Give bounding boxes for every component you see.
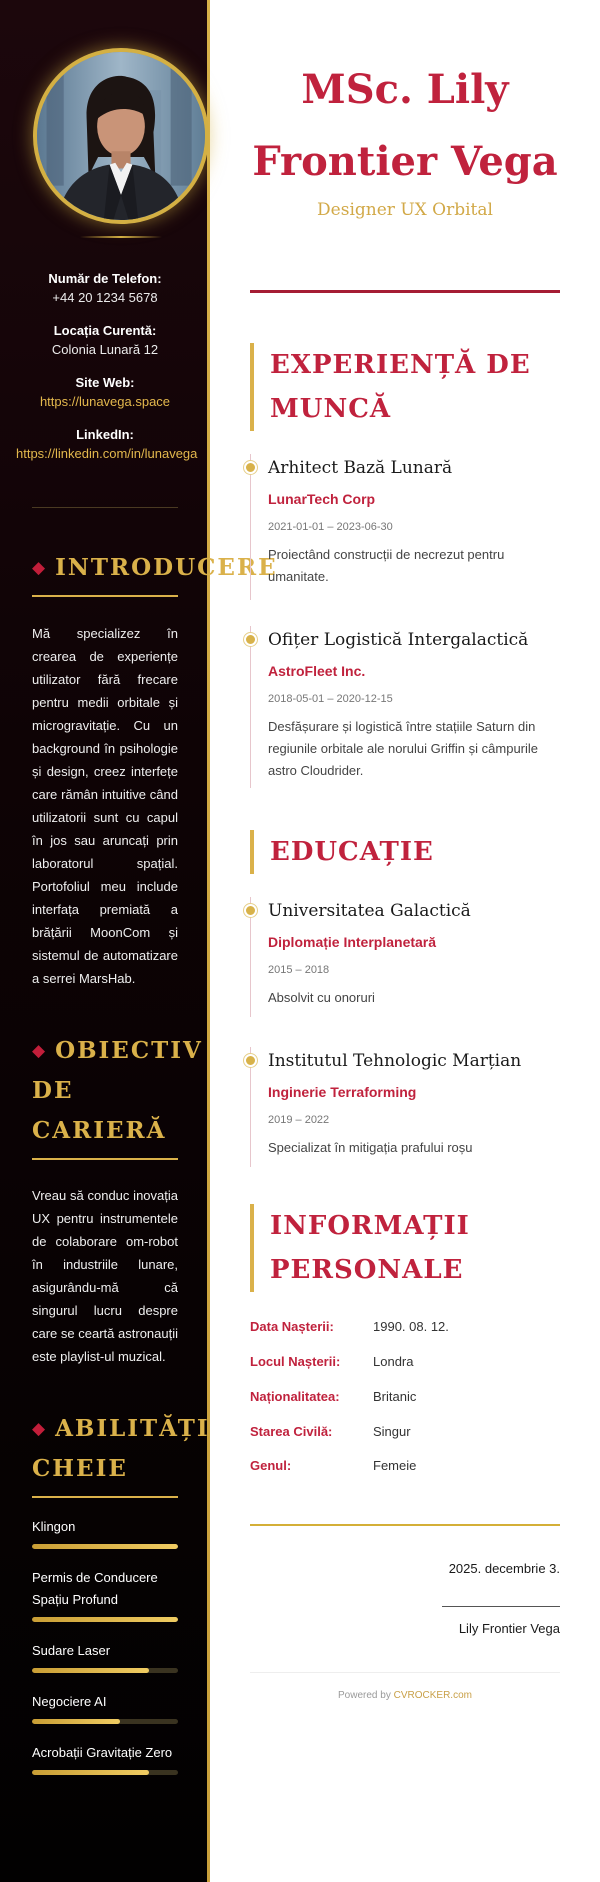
objective-heading-text: OBIECTIV DE CARIERĂ — [32, 1037, 203, 1144]
info-value: Londra — [373, 1354, 414, 1369]
degree-name: Inginerie Terraforming — [268, 1084, 417, 1100]
experience-entry — [250, 454, 560, 600]
header-rule — [250, 290, 560, 293]
sidebar-divider — [32, 507, 178, 508]
skill-name: Acrobații Gravitație Zero — [32, 1745, 173, 1760]
skills-list — [32, 1516, 178, 1793]
timeline-dot-icon — [244, 1054, 257, 1067]
timeline-dot-icon — [244, 461, 257, 474]
skill-bar — [32, 1668, 178, 1673]
skill-bar — [32, 1544, 178, 1549]
study-dates: 2019 – 2022 — [268, 1114, 330, 1126]
school-name: Universitatea Galactică — [268, 901, 471, 921]
linkedin-label: LinkedIn: — [76, 427, 134, 442]
job-title: Designer UX Orbital — [317, 200, 493, 220]
linkedin-link[interactable]: https://linkedin.com/in/lunavega — [16, 446, 198, 461]
info-value: Femeie — [373, 1458, 417, 1473]
diamond-icon: ◆ — [32, 1419, 48, 1439]
location-label: Locația Curentă: — [53, 323, 157, 338]
phone-label: Număr de Telefon: — [48, 271, 162, 286]
job-dates: 2021-01-01 – 2023-06-30 — [268, 521, 393, 533]
intro-text: Mă specializez în crearea de experiențe utilizator fără frecare pentru medii orbitale și microgravitație. Cu un background în psihologie și design, creez interfețe care rămân intuitive când utilizatorii sunt cu capul în jos sau aruncați prin laboratorul spațial. Portofoliul meu include interfața premiată a brățării MoonCom și sistemul de automatizare a serrei MarsHab. — [32, 626, 178, 986]
info-label: Genul: — [250, 1458, 292, 1473]
website-link[interactable]: https://lunavega.space — [39, 394, 171, 409]
diamond-icon: ◆ — [32, 1041, 48, 1061]
skill-bar-fill — [32, 1719, 120, 1724]
job-role: Arhitect Bază Lunară — [268, 458, 453, 478]
skill-item — [32, 1516, 178, 1549]
intro-heading — [32, 548, 278, 588]
info-label: Naționalitatea: — [250, 1389, 340, 1404]
education-entry — [250, 1047, 560, 1167]
study-note: Absolvit cu onoruri — [268, 990, 375, 1005]
footer-brand-link[interactable]: CVROCKER.com — [393, 1690, 472, 1701]
contact-website — [32, 374, 178, 412]
skills-heading-rule — [32, 1496, 178, 1498]
job-description: Desfășurare și logistică între stațiile Saturn din regiunile orbitale ale norului Griffin și câmpurile astro Cloudrider. — [268, 719, 539, 778]
info-value: Britanic — [373, 1389, 417, 1404]
footer — [250, 1690, 560, 1701]
footer-rule — [250, 1672, 560, 1673]
diamond-icon: ◆ — [32, 558, 48, 578]
signature-name: Lily Frontier Vega — [458, 1621, 560, 1636]
info-label: Locul Nașterii: — [250, 1354, 341, 1369]
skill-bar — [32, 1770, 178, 1775]
footer-prefix: Powered by — [338, 1690, 394, 1701]
skill-name: Klingon — [32, 1519, 76, 1534]
contact-block — [16, 270, 198, 478]
skill-bar-fill — [32, 1770, 149, 1775]
website-label: Site Web: — [75, 375, 135, 390]
intro-heading-text: INTRODUCERE — [55, 554, 278, 581]
signature-rule — [250, 1524, 560, 1526]
skill-bar — [32, 1719, 178, 1724]
degree-name: Diplomație Interplanetară — [268, 934, 437, 950]
skill-bar-fill — [32, 1544, 178, 1549]
profile-photo — [33, 48, 209, 224]
info-value: Singur — [373, 1424, 411, 1439]
skills-heading-text: ABILITĂȚI CHEIE — [32, 1415, 210, 1482]
intro-heading-rule — [32, 595, 178, 597]
phone-value: +44 20 1234 5678 — [52, 290, 158, 305]
education-entry — [250, 897, 560, 1017]
company-name: LunarTech Corp — [268, 491, 376, 507]
skill-name: Permis de Conducere Spațiu Profund — [32, 1570, 158, 1607]
info-value: 1990. 08. 12. — [373, 1319, 449, 1334]
experience-entry — [250, 626, 560, 788]
job-role: Ofițer Logistică Intergalactică — [268, 630, 529, 650]
location-value: Colonia Lunară 12 — [51, 342, 159, 357]
skill-name: Sudare Laser — [32, 1643, 111, 1658]
contact-phone — [32, 270, 178, 308]
skill-item — [32, 1640, 178, 1673]
skills-heading — [32, 1409, 210, 1489]
study-note: Specializat în mitigația prafului roșu — [268, 1140, 473, 1155]
school-name: Institutul Tehnologic Marțian — [268, 1051, 522, 1071]
objective-text: Vreau să conduc inovația UX pentru instrumentele de colaborare om-robot în industriile lunare, asigurându-mă că singurul lucru despre care se ceartă astronauții este playlist-ul muzical. — [32, 1188, 178, 1364]
study-dates: 2015 – 2018 — [268, 964, 330, 976]
info-label: Starea Civilă: — [250, 1424, 333, 1439]
skill-item — [32, 1691, 178, 1724]
timeline-dot-icon — [244, 633, 257, 646]
skill-bar-fill — [32, 1668, 149, 1673]
timeline-dot-icon — [244, 904, 257, 917]
skill-bar — [32, 1617, 178, 1622]
contact-location — [32, 322, 178, 360]
profile-photo-illustration — [37, 52, 205, 220]
info-label: Data Nașterii: — [250, 1319, 334, 1334]
company-name: AstroFleet Inc. — [268, 663, 366, 679]
objective-heading — [32, 1031, 203, 1151]
job-description: Proiectând construcții de necrezut pentru umanitate. — [268, 547, 505, 584]
job-dates: 2018-05-01 – 2020-12-15 — [268, 693, 393, 705]
objective-heading-rule — [32, 1158, 178, 1160]
candidate-name: MSc. Lily Frontier Vega — [252, 66, 558, 185]
signature-line — [442, 1606, 560, 1607]
skill-bar-fill — [32, 1617, 178, 1622]
contact-linkedin — [16, 426, 198, 464]
experience-heading: EXPERIENȚĂ DE MUNCĂ — [250, 343, 560, 431]
sidebar-gold-edge — [207, 0, 210, 1882]
skill-item — [32, 1567, 178, 1622]
skill-name: Negociere AI — [32, 1694, 107, 1709]
education-heading: EDUCAȚIE — [250, 830, 560, 874]
signature-date: 2025. decembrie 3. — [448, 1561, 560, 1576]
photo-underline — [80, 236, 162, 238]
skill-item — [32, 1742, 178, 1775]
personal-info-heading: INFORMAȚII PERSONALE — [250, 1204, 560, 1292]
